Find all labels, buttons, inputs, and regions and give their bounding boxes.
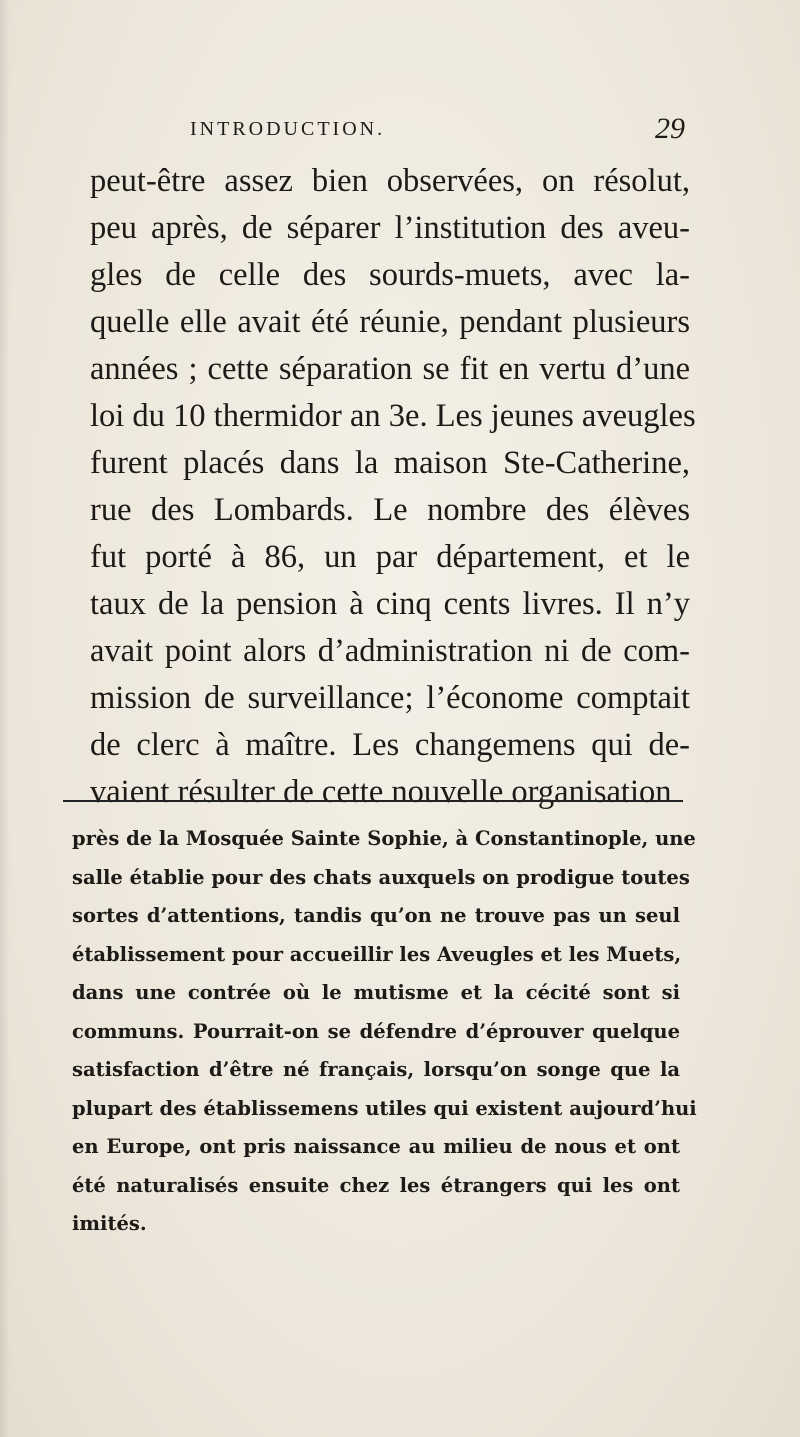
text-line: peu après, de séparer l’institution des aveu- <box>90 210 690 246</box>
text-line: gles de celle des sourds-muets, avec la- <box>90 257 690 293</box>
text-line: mission de surveillance; l’économe comptait <box>90 680 690 716</box>
footnote-line: en Europe, ont pris naissance au milieu de nous et ont <box>72 1135 680 1158</box>
footnote-line: plupart des établissemens utiles qui existent aujourd’hui <box>72 1096 697 1120</box>
text-line: loi du 10 thermidor an 3e. Les jeunes aveugles <box>90 398 696 434</box>
text-line: rue des Lombards. Le nombre des élèves <box>90 492 690 528</box>
footnote-line: dans une contrée où le mutisme et la cécité sont si <box>72 981 680 1004</box>
text-line: vaient résulter de cette nouvelle organisation <box>90 774 672 810</box>
footnote-line: communs. Pourrait-on se défendre d’éprouver quelque <box>72 1019 680 1043</box>
footnote-line: salle établie pour des chats auxquels on prodigue toutes <box>72 865 690 889</box>
page-number: 29 <box>655 112 685 145</box>
footnote-line: près de la Mosquée Sainte Sophie, à Constantinople, une <box>72 827 696 850</box>
footnote-line: établissement pour accueillir les Aveugles et les Muets, <box>72 942 682 966</box>
footnote <box>72 820 697 1244</box>
running-head: INTRODUCTION. <box>190 118 386 140</box>
footnote-line: été naturalisés ensuite chez les étrangers qui les ont <box>72 1173 680 1197</box>
text-line: taux de la pension à cinq cents livres. Il n’y <box>90 586 690 622</box>
main-text <box>90 158 696 816</box>
text-line: fut porté à 86, un par département, et le <box>90 539 690 575</box>
text-line: peut-être assez bien observées, on résolut, <box>90 163 690 199</box>
text-line: quelle elle avait été réunie, pendant plusieurs <box>90 304 690 340</box>
binding-shadow <box>0 0 10 1437</box>
text-line: furent placés dans la maison Ste-Catherine, <box>90 445 690 481</box>
footnote-separator-rule <box>63 800 683 802</box>
text-line: de clerc à maître. Les changemens qui de- <box>90 727 690 763</box>
text-line: années ; cette séparation se fit en vertu d’une <box>90 351 690 387</box>
text-line: avait point alors d’administration ni de com- <box>90 633 690 669</box>
footnote-line: imités. <box>72 1212 147 1235</box>
footnote-line: sortes d’attentions, tandis qu’on ne trouve pas un seul <box>72 904 680 927</box>
page-header <box>90 112 685 152</box>
footnote-line: satisfaction d’être né français, lorsqu’on songe que la <box>72 1058 680 1081</box>
